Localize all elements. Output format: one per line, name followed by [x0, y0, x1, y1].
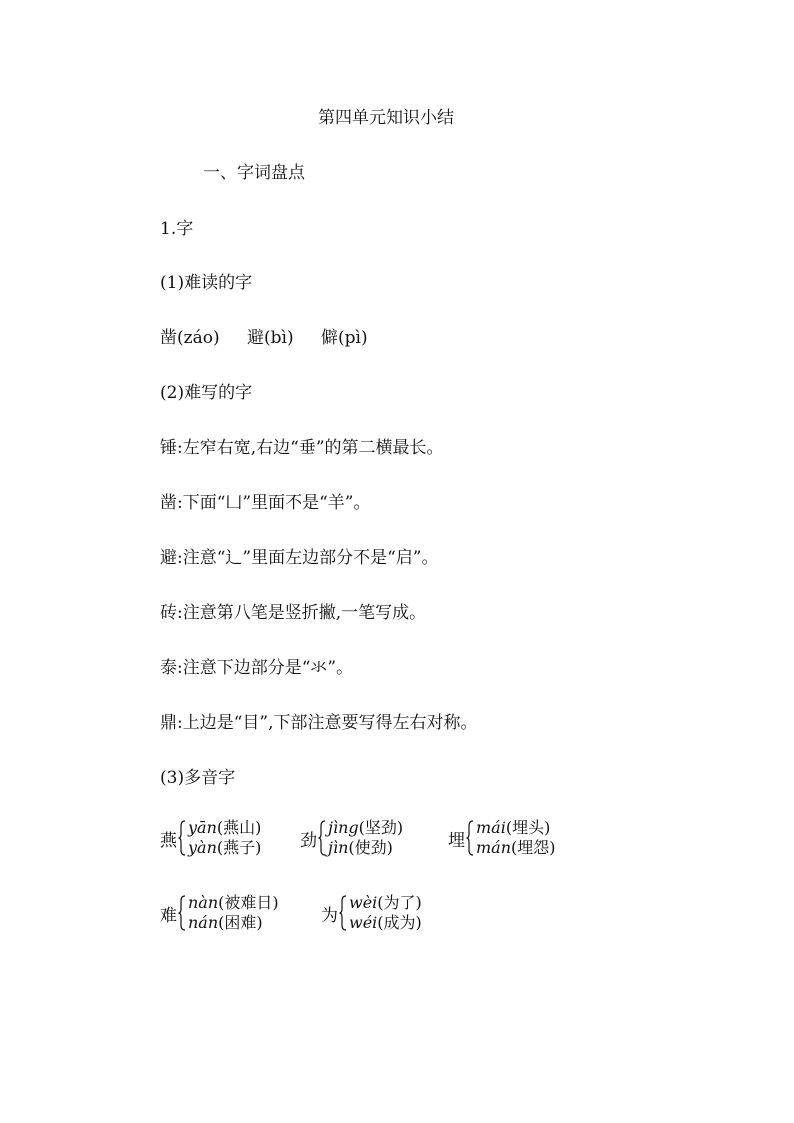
- polyphonic-char: 为: [321, 905, 338, 926]
- polyphonic-group: [448, 818, 556, 858]
- reading-2: mán(埋怨): [476, 838, 556, 857]
- page-title: 第四单元知识小结: [318, 108, 454, 128]
- list-item: 避(bì): [247, 328, 294, 348]
- brace-icon: [466, 820, 474, 856]
- reading-2: yàn(燕子): [188, 838, 262, 857]
- reading-1: mái(埋头): [476, 818, 551, 837]
- list-item: 凿:下面“凵”里面不是“羊”。: [160, 493, 371, 513]
- list-item: 砖:注意第八笔是竖折撇,一笔写成。: [160, 603, 427, 623]
- list-item: 僻(pì): [321, 328, 368, 348]
- brace-icon: [318, 820, 326, 856]
- hard-write-heading: (2)难写的字: [160, 383, 253, 403]
- subsection-heading: 1.字: [160, 219, 194, 239]
- list-item: 凿(záo): [160, 328, 220, 348]
- hard-read-list: [160, 327, 390, 349]
- polyphonic-char: 埋: [448, 830, 465, 851]
- polyphonic-group: [160, 818, 261, 858]
- reading-1: yān(燕山): [188, 818, 262, 837]
- list-item: 锤:左窄右宽,右边“垂”的第二横最长。: [160, 438, 444, 458]
- brace-icon: [339, 895, 347, 931]
- polyphonic-group: [160, 893, 279, 933]
- polyphonic-char: 劲: [300, 830, 317, 851]
- polyphonic-group: [321, 893, 422, 933]
- reading-2: jìn(使劲): [328, 838, 393, 857]
- list-item: 鼎:上边是“目”,下部注意要写得左右对称。: [160, 713, 478, 733]
- reading-1: jìng(坚劲): [328, 818, 404, 837]
- polyphonic-group: [300, 818, 403, 858]
- reading-2: wéi(成为): [349, 913, 422, 932]
- reading-1: wèi(为了): [349, 893, 422, 912]
- reading-1: nàn(被难日): [188, 893, 279, 912]
- polyphonic-char: 燕: [160, 830, 177, 851]
- list-item: 避:注意“辶”里面左边部分不是“启”。: [160, 548, 439, 568]
- reading-2: nán(困难): [188, 913, 263, 932]
- list-item: 泰:注意下边部分是“氺”。: [160, 658, 354, 678]
- brace-icon: [178, 895, 186, 931]
- brace-icon: [178, 820, 186, 856]
- hard-read-heading: (1)难读的字: [160, 273, 253, 293]
- polyphonic-char: 难: [160, 905, 177, 926]
- polyphonic-heading: (3)多音字: [160, 768, 236, 788]
- section-heading: 一、字词盘点: [203, 163, 305, 183]
